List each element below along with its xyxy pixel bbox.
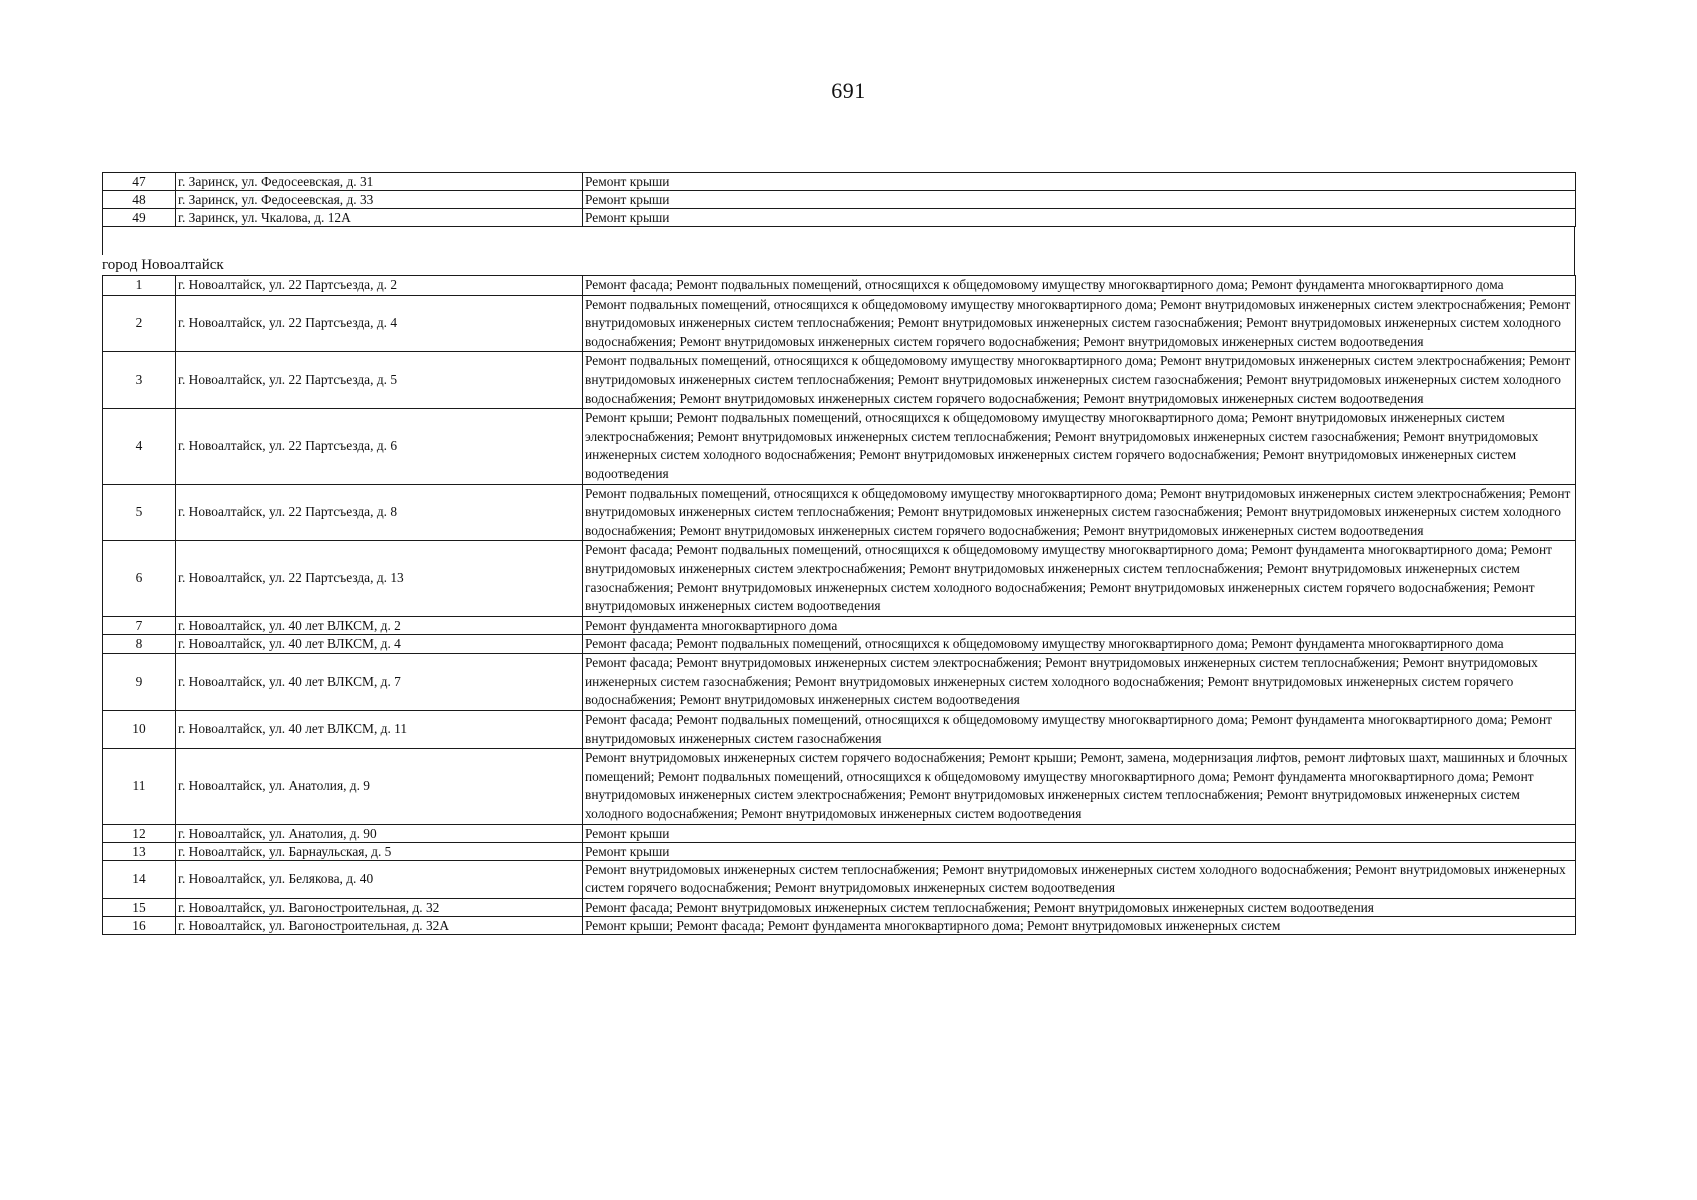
row-address: г. Новоалтайск, ул. Анатолия, д. 90 bbox=[176, 824, 583, 842]
row-works: Ремонт фасада; Ремонт подвальных помещений, относящихся к общедомовому имуществу многоквартирного дома; Ремонт фундамента многоквартирного дома bbox=[583, 276, 1576, 296]
row-address: г. Новоалтайск, ул. Вагоностроительная, д. 32А bbox=[176, 916, 583, 934]
table-row bbox=[103, 409, 1576, 484]
row-number: 49 bbox=[103, 209, 176, 227]
row-number: 6 bbox=[103, 541, 176, 616]
table-row bbox=[103, 209, 1576, 227]
row-number: 16 bbox=[103, 916, 176, 934]
row-works: Ремонт подвальных помещений, относящихся к общедомовому имуществу многоквартирного дома; Ремонт внутридомовых инженерных систем электроснабжения; Ремонт внутридомовых инженерных систем теплоснабжения; Ремонт внутридомовых инженерных систем газоснабжения; Ремонт внутридомовых инженерных систем холодного водоснабжения; Ремонт внутридомовых инженерных систем горячего водоснабжения; Ремонт внутридомовых инженерных систем водоотведения bbox=[583, 352, 1576, 409]
section-spacer bbox=[102, 227, 1575, 255]
row-address: г. Новоалтайск, ул. 22 Партсъезда, д. 2 bbox=[176, 276, 583, 296]
row-works: Ремонт крыши bbox=[583, 191, 1576, 209]
row-works: Ремонт внутридомовых инженерных систем теплоснабжения; Ремонт внутридомовых инженерных систем холодного водоснабжения; Ремонт внутридомовых инженерных систем горячего водоснабжения; Ремонт внутридомовых инженерных систем водоотведения bbox=[583, 860, 1576, 898]
row-works: Ремонт фундамента многоквартирного дома bbox=[583, 616, 1576, 634]
table-row bbox=[103, 352, 1576, 409]
row-works: Ремонт фасада; Ремонт подвальных помещений, относящихся к общедомовому имуществу многоквартирного дома; Ремонт фундамента многоквартирного дома; Ремонт внутридомовых инженерных систем газоснабжения bbox=[583, 711, 1576, 749]
row-address: г. Новоалтайск, ул. 40 лет ВЛКСМ, д. 2 bbox=[176, 616, 583, 634]
row-number: 14 bbox=[103, 860, 176, 898]
row-works: Ремонт фасада; Ремонт подвальных помещений, относящихся к общедомовому имуществу многоквартирного дома; Ремонт фундамента многоквартирного дома; Ремонт внутридомовых инженерных систем электроснабжения; Ремонт внутридомовых инженерных систем теплоснабжения; Ремонт внутридомовых инженерных систем газоснабжения; Ремонт внутридомовых инженерных систем холодного водоснабжения; Ремонт внутридомовых инженерных систем горячего водоснабжения; Ремонт внутридомовых инженерных систем водоотведения bbox=[583, 541, 1576, 616]
row-address: г. Новоалтайск, ул. 22 Партсъезда, д. 4 bbox=[176, 295, 583, 352]
table-row bbox=[103, 916, 1576, 934]
row-number: 2 bbox=[103, 295, 176, 352]
row-number: 12 bbox=[103, 824, 176, 842]
table-row bbox=[103, 824, 1576, 842]
table-row bbox=[103, 898, 1576, 916]
table-row bbox=[103, 842, 1576, 860]
row-number: 48 bbox=[103, 191, 176, 209]
row-works: Ремонт подвальных помещений, относящихся к общедомовому имуществу многоквартирного дома; Ремонт внутридомовых инженерных систем электроснабжения; Ремонт внутридомовых инженерных систем теплоснабжения; Ремонт внутридомовых инженерных систем газоснабжения; Ремонт внутридомовых инженерных систем холодного водоснабжения; Ремонт внутридомовых инженерных систем горячего водоснабжения; Ремонт внутридомовых инженерных систем водоотведения bbox=[583, 484, 1576, 541]
table-row bbox=[103, 616, 1576, 634]
row-address: г. Новоалтайск, ул. 22 Партсъезда, д. 8 bbox=[176, 484, 583, 541]
row-number: 9 bbox=[103, 654, 176, 711]
row-works: Ремонт крыши; Ремонт фасада; Ремонт фундамента многоквартирного дома; Ремонт внутридомовых инженерных систем bbox=[583, 916, 1576, 934]
row-address: г. Новоалтайск, ул. Белякова, д. 40 bbox=[176, 860, 583, 898]
repair-program-table bbox=[102, 172, 1576, 935]
row-works: Ремонт крыши bbox=[583, 842, 1576, 860]
table-section bbox=[102, 275, 1576, 935]
row-number: 10 bbox=[103, 711, 176, 749]
row-address: г. Новоалтайск, ул. Анатолия, д. 9 bbox=[176, 749, 583, 824]
row-address: г. Новоалтайск, ул. 40 лет ВЛКСМ, д. 7 bbox=[176, 654, 583, 711]
table-row bbox=[103, 173, 1576, 191]
row-works: Ремонт подвальных помещений, относящихся к общедомовому имуществу многоквартирного дома; Ремонт внутридомовых инженерных систем электроснабжения; Ремонт внутридомовых инженерных систем теплоснабжения; Ремонт внутридомовых инженерных систем газоснабжения; Ремонт внутридомовых инженерных систем холодного водоснабжения; Ремонт внутридомовых инженерных систем горячего водоснабжения; Ремонт внутридомовых инженерных систем водоотведения bbox=[583, 295, 1576, 352]
row-works: Ремонт крыши bbox=[583, 824, 1576, 842]
table-row bbox=[103, 276, 1576, 296]
row-address: г. Новоалтайск, ул. 22 Партсъезда, д. 5 bbox=[176, 352, 583, 409]
row-number: 4 bbox=[103, 409, 176, 484]
row-works: Ремонт крыши bbox=[583, 209, 1576, 227]
table-row bbox=[103, 191, 1576, 209]
row-address: г. Новоалтайск, ул. Барнаульская, д. 5 bbox=[176, 842, 583, 860]
table-row bbox=[103, 654, 1576, 711]
table-row bbox=[103, 634, 1576, 654]
row-number: 5 bbox=[103, 484, 176, 541]
row-works: Ремонт фасада; Ремонт внутридомовых инженерных систем теплоснабжения; Ремонт внутридомовых инженерных систем водоотведения bbox=[583, 898, 1576, 916]
section-heading: город Новоалтайск bbox=[102, 255, 1575, 275]
row-works: Ремонт крыши; Ремонт подвальных помещений, относящихся к общедомовому имуществу многоквартирного дома; Ремонт внутридомовых инженерных систем электроснабжения; Ремонт внутридомовых инженерных систем теплоснабжения; Ремонт внутридомовых инженерных систем газоснабжения; Ремонт внутридомовых инженерных систем холодного водоснабжения; Ремонт внутридомовых инженерных систем горячего водоснабжения; Ремонт внутридомовых инженерных систем водоотведения bbox=[583, 409, 1576, 484]
row-address: г. Заринск, ул. Федосеевская, д. 31 bbox=[176, 173, 583, 191]
row-works: Ремонт фасада; Ремонт внутридомовых инженерных систем электроснабжения; Ремонт внутридомовых инженерных систем теплоснабжения; Ремонт внутридомовых инженерных систем газоснабжения; Ремонт внутридомовых инженерных систем холодного водоснабжения; Ремонт внутридомовых инженерных систем горячего водоснабжения; Ремонт внутридомовых инженерных систем водоотведения bbox=[583, 654, 1576, 711]
row-works: Ремонт фасада; Ремонт подвальных помещений, относящихся к общедомовому имуществу многоквартирного дома; Ремонт фундамента многоквартирного дома bbox=[583, 634, 1576, 654]
row-number: 3 bbox=[103, 352, 176, 409]
row-address: г. Заринск, ул. Чкалова, д. 12А bbox=[176, 209, 583, 227]
row-address: г. Новоалтайск, ул. 40 лет ВЛКСМ, д. 4 bbox=[176, 634, 583, 654]
row-number: 7 bbox=[103, 616, 176, 634]
row-number: 15 bbox=[103, 898, 176, 916]
row-number: 1 bbox=[103, 276, 176, 296]
row-works: Ремонт крыши bbox=[583, 173, 1576, 191]
table-row bbox=[103, 484, 1576, 541]
table-row bbox=[103, 541, 1576, 616]
row-works: Ремонт внутридомовых инженерных систем горячего водоснабжения; Ремонт крыши; Ремонт, замена, модернизация лифтов, ремонт лифтовых шахт, машинных и блочных помещений; Ремонт подвальных помещений, относящихся к общедомовому имуществу многоквартирного дома; Ремонт фундамента многоквартирного дома; Ремонт внутридомовых инженерных систем электроснабжения; Ремонт внутридомовых инженерных систем теплоснабжения; Ремонт внутридомовых инженерных систем холодного водоснабжения; Ремонт внутридомовых инженерных систем водоотведения bbox=[583, 749, 1576, 824]
row-address: г. Новоалтайск, ул. 40 лет ВЛКСМ, д. 11 bbox=[176, 711, 583, 749]
row-address: г. Заринск, ул. Федосеевская, д. 33 bbox=[176, 191, 583, 209]
row-number: 13 bbox=[103, 842, 176, 860]
row-address: г. Новоалтайск, ул. Вагоностроительная, д. 32 bbox=[176, 898, 583, 916]
table-row bbox=[103, 711, 1576, 749]
table-row bbox=[103, 295, 1576, 352]
table-top bbox=[102, 172, 1576, 227]
row-number: 8 bbox=[103, 634, 176, 654]
row-number: 47 bbox=[103, 173, 176, 191]
row-address: г. Новоалтайск, ул. 22 Партсъезда, д. 6 bbox=[176, 409, 583, 484]
table-row bbox=[103, 860, 1576, 898]
table-row bbox=[103, 749, 1576, 824]
row-number: 11 bbox=[103, 749, 176, 824]
page-number: 691 bbox=[831, 78, 866, 103]
row-address: г. Новоалтайск, ул. 22 Партсъезда, д. 13 bbox=[176, 541, 583, 616]
